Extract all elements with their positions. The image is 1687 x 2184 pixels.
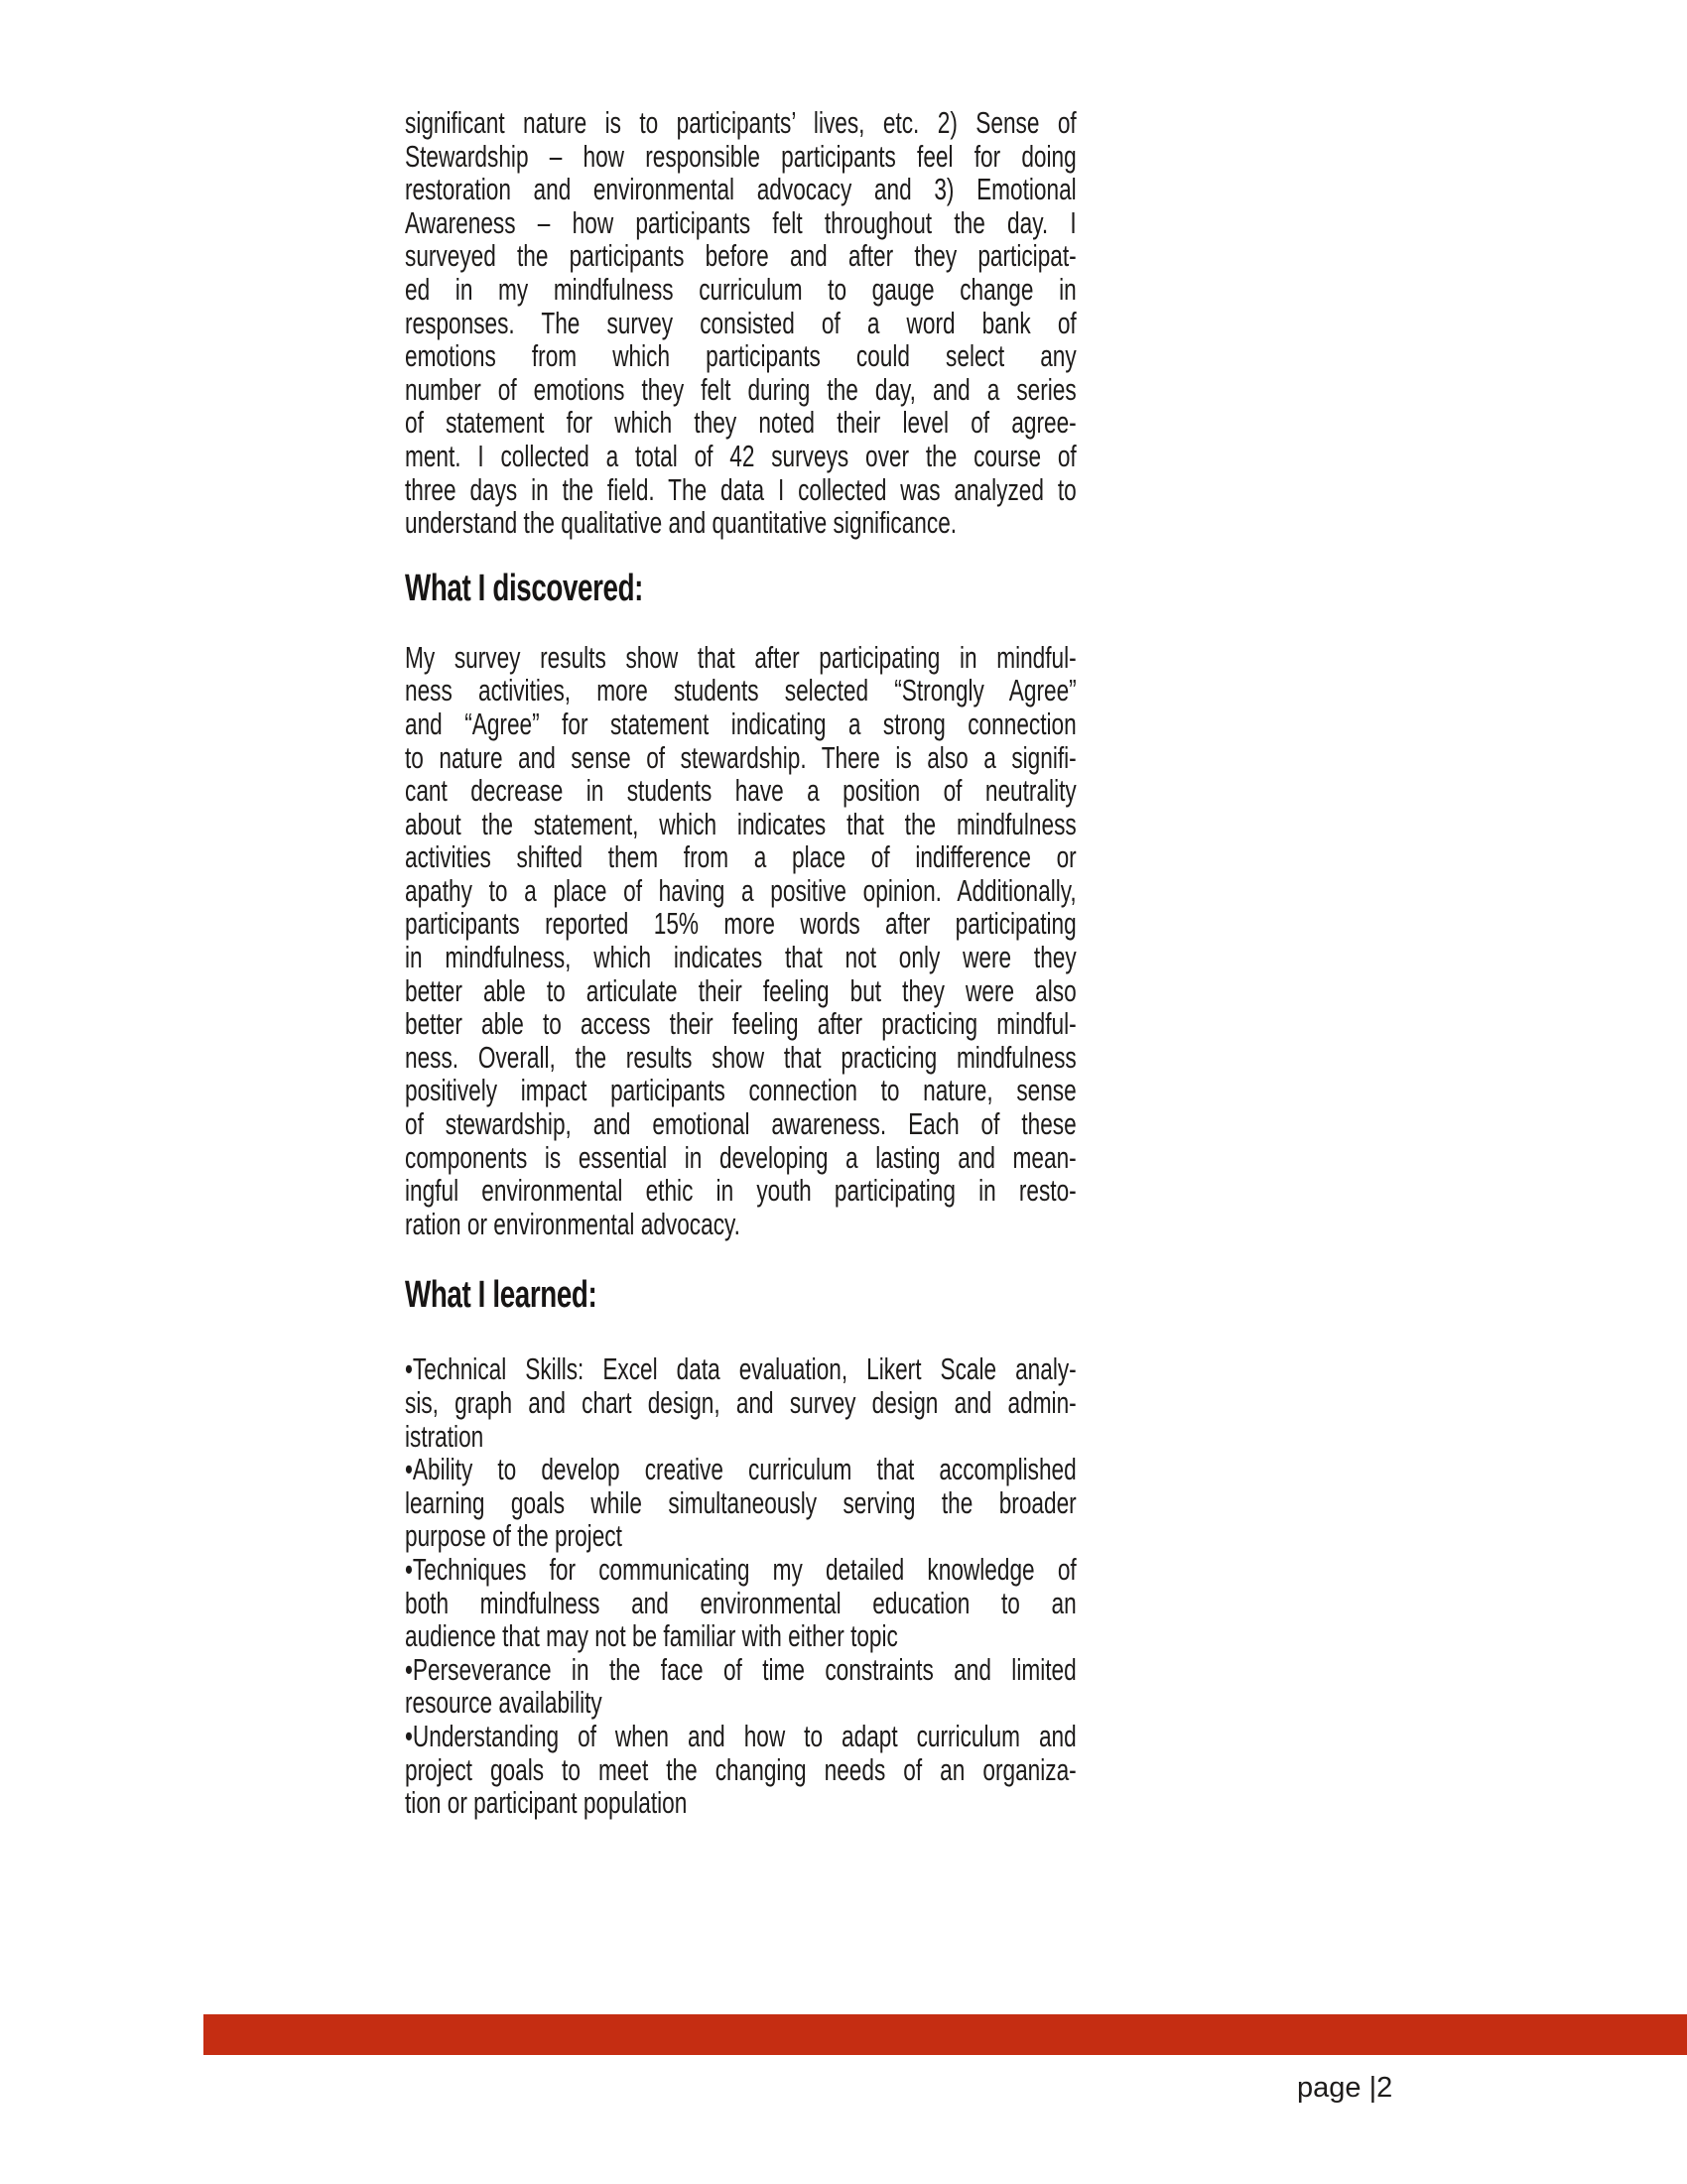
text-line: three days in the field. The data I collected was analyzed to [405, 471, 1077, 507]
bullet-item [405, 1653, 1077, 1720]
learned-bullet-list [405, 1352, 1077, 1819]
bullet-item [405, 1553, 1077, 1653]
text-line: apathy to a place of having a positive opinion. Additionally, [405, 872, 1077, 908]
text-line: both mindfulness and environmental education to an [405, 1585, 1077, 1620]
text-line: •Understanding of when and how to adapt curriculum and [405, 1718, 1077, 1753]
text-line: learning goals while simultaneously serving the broader [405, 1484, 1077, 1520]
text-line: participants reported 15% more words after participating [405, 906, 1077, 942]
text-line: to nature and sense of stewardship. There is also a signifi- [405, 739, 1077, 775]
text-line: ed in my mindfulness curriculum to gauge change in [405, 271, 1077, 307]
text-line: •Perseverance in the face of time constraints and limited [405, 1651, 1077, 1687]
text-line: ration or environmental advocacy. [405, 1206, 740, 1241]
text-line: Stewardship – how responsible participants feel for doing [405, 138, 1077, 174]
text-line: better able to access their feeling after practicing mindful- [405, 1006, 1077, 1042]
text-line: ingful environmental ethic in youth participating in resto- [405, 1173, 1077, 1209]
text-line: ness. Overall, the results show that practicing mindfulness [405, 1039, 1077, 1075]
text-line: of stewardship, and emotional awareness. Each of these [405, 1106, 1077, 1142]
discovered-paragraph [405, 641, 1077, 1241]
text-line: ment. I collected a total of 42 surveys over the course of [405, 438, 1077, 473]
text-line: and “Agree” for statement indicating a strong connection [405, 706, 1077, 741]
text-line: understand the qualitative and quantitative significance. [405, 505, 958, 541]
section-heading-learned: What I learned: [405, 1274, 597, 1317]
text-line: audience that may not be familiar with either topic [405, 1618, 898, 1654]
text-line: about the statement, which indicates that the mindfulness [405, 806, 1077, 841]
page-number: page |2 [1297, 2072, 1393, 2104]
text-line: sis, graph and chart design, and survey design and admin- [405, 1385, 1077, 1420]
text-line: •Technical Skills: Excel data evaluation, Likert Scale analy- [405, 1351, 1077, 1387]
text-line: positively impact participants connection to nature, sense [405, 1073, 1077, 1108]
bullet-item [405, 1352, 1077, 1453]
text-line: surveyed the participants before and after they participat- [405, 238, 1077, 274]
footer-accent-bar [203, 2014, 1687, 2055]
text-line: Awareness – how participants felt throughout the day. I [405, 204, 1077, 240]
bullet-item [405, 1453, 1077, 1553]
section-heading-discovered: What I discovered: [405, 567, 644, 609]
body-text-column [405, 106, 1077, 1820]
text-line: My survey results show that after participating in mindful- [405, 639, 1077, 675]
text-line: number of emotions they felt during the day, and a series [405, 371, 1077, 407]
text-line: significant nature is to participants’ lives, etc. 2) Sense of [405, 105, 1077, 140]
text-line: istration [405, 1418, 484, 1454]
text-line: restoration and environmental advocacy and 3) Emotional [405, 172, 1077, 207]
text-line: •Ability to develop creative curriculum that accomplished [405, 1452, 1077, 1487]
text-line: ness activities, more students selected “Strongly Agree” [405, 673, 1077, 708]
text-line: components is essential in developing a lasting and mean- [405, 1139, 1077, 1175]
text-line: tion or participant population [405, 1785, 688, 1821]
intro-paragraph [405, 106, 1077, 540]
bullet-item [405, 1720, 1077, 1820]
text-line: better able to articulate their feeling but they were also [405, 972, 1077, 1008]
text-line: purpose of the project [405, 1518, 622, 1554]
text-line: project goals to meet the changing needs of an organiza- [405, 1751, 1077, 1787]
text-line: of statement for which they noted their level of agree- [405, 405, 1077, 441]
text-line: responses. The survey consisted of a word bank of [405, 305, 1077, 340]
text-line: in mindfulness, which indicates that not only were they [405, 940, 1077, 975]
text-line: emotions from which participants could select any [405, 338, 1077, 374]
text-line: cant decrease in students have a position of neutrality [405, 773, 1077, 809]
text-line: activities shifted them from a place of indifference or [405, 839, 1077, 875]
text-line: •Techniques for communicating my detailed knowledge of [405, 1551, 1077, 1587]
text-line: resource availability [405, 1685, 602, 1721]
